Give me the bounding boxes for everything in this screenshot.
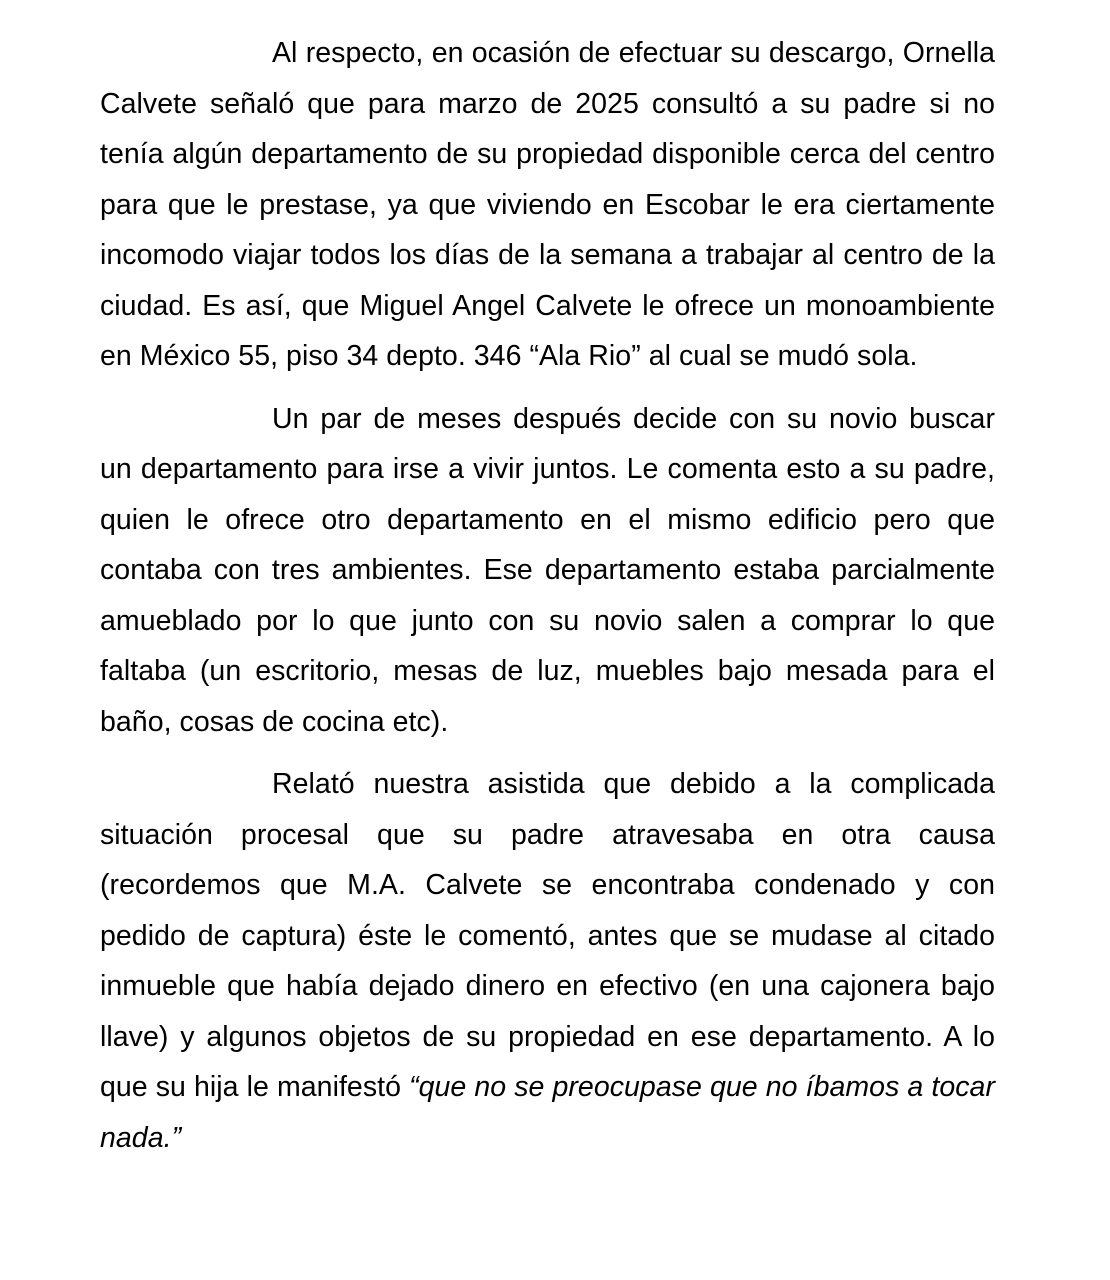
paragraph-2: Un par de meses después decide con su novio buscar un departamento para irse a vivir juntos. Le comenta esto a su padre, quien le ofrece otro departamento en el mismo edificio pero que contaba con tres ambientes. Ese departamento estaba parcialmente amueblado por lo que junto con su novio salen a comprar lo que faltaba (un escritorio, mesas de luz, muebles bajo mesada para el baño, cosas de cocina etc).: [100, 402, 995, 738]
paragraph-3-lead-text: Relató nuestra asistida que debido a la complicada situación procesal que su padre atravesaba en otra causa (recordemos que M.A. Calvete se encontraba condenado y con pedido de captura) éste le comentó, antes que se mudase al citado inmueble que había dejado dinero en efectivo (en una cajonera bajo llave) y algunos objetos de su propiedad en ese departamento. A lo que su hija le manifestó: [100, 768, 995, 1103]
paragraph-1: Al respecto, en ocasión de efectuar su descargo, Ornella Calvete señaló que para marzo de 2025 consultó a su padre si no tenía algún departamento de su propiedad disponible cerca del centro para que le prestase, ya que viviendo en Escobar le era ciertamente incomodo viajar todos los días de la semana a trabajar al centro de la ciudad. Es así, que Miguel Angel Calvete le ofrece un monoambiente en México 55, piso 34 depto. 346 “Ala Rio” al cual se mudó sola.: [100, 37, 995, 372]
document-body: [100, 28, 995, 1163]
paragraph-3: [100, 759, 995, 1163]
paragraph-3-quoted-statement: “que no se preocupase que no íbamos a tocar nada.”: [100, 1071, 995, 1154]
